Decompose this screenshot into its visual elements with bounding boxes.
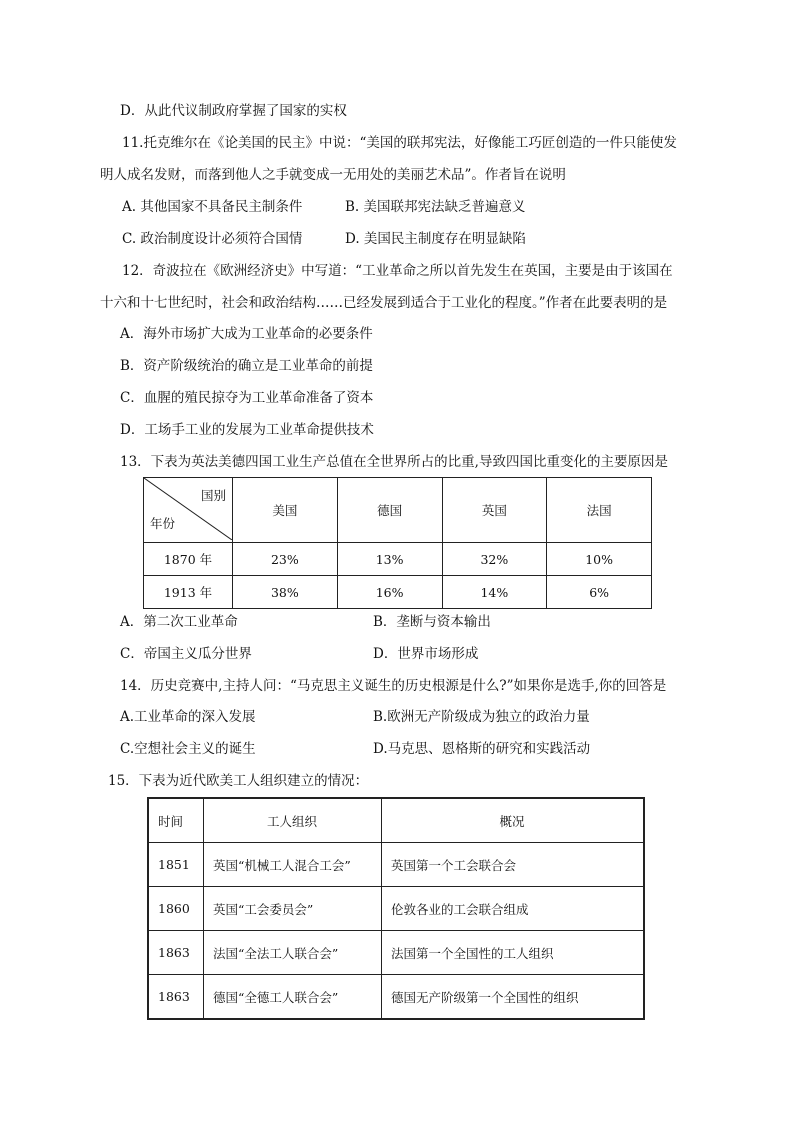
q11-stem-line1: 11.托克维尔在《论美国的民主》中说：“美国的联邦宪法，好像能工巧匠创造的一件只能使发 <box>122 135 677 151</box>
time-cell: 1851 <box>148 843 204 887</box>
overview-cell: 法国第一个全国性的工人组织 <box>382 931 645 975</box>
column-header: 工人组织 <box>204 798 382 843</box>
q14-option-a: A.工业革命的深入发展 <box>120 709 256 725</box>
value-cell: 13% <box>337 543 442 576</box>
value-cell: 10% <box>547 543 652 576</box>
q11-option-a: A. 其他国家不具备民主制条件 <box>122 199 303 215</box>
q14-option-b: B.欧洲无产阶级成为独立的政治力量 <box>373 709 590 725</box>
time-cell: 1863 <box>148 931 204 975</box>
header-year-label: 年份 <box>150 516 176 531</box>
column-header: 英国 <box>442 478 547 543</box>
value-cell: 16% <box>337 576 442 609</box>
organization-cell: 英国“工会委员会” <box>204 887 382 931</box>
overview-cell: 德国无产阶级第一个全国性的组织 <box>382 975 645 1020</box>
table-row <box>148 843 644 887</box>
q11-option-c: C. 政治制度设计必须符合国情 <box>122 231 303 247</box>
q13-stem: 13．下表为英法美德四国工业生产总值在全世界所占的比重,导致四国比重变化的主要原因是 <box>120 454 668 470</box>
value-cell: 32% <box>442 543 547 576</box>
overview-cell: 伦敦各业的工会联合组成 <box>382 887 645 931</box>
year-cell: 1913 年 <box>144 576 233 609</box>
q13-option-c: C．帝国主义瓜分世界 <box>120 646 252 662</box>
q13-table <box>143 477 652 609</box>
year-cell: 1870 年 <box>144 543 233 576</box>
table-header-row <box>148 798 644 843</box>
organization-cell: 英国“机械工人混合工会” <box>204 843 382 887</box>
table-row <box>148 931 644 975</box>
q15-table <box>147 797 645 1020</box>
q13-option-d: D．世界市场形成 <box>373 646 479 662</box>
table-row <box>144 543 652 576</box>
table-row <box>148 887 644 931</box>
table-row <box>144 576 652 609</box>
q13-option-a: A．第二次工业革命 <box>120 614 238 630</box>
q12-option-a: A．海外市场扩大成为工业革命的必要条件 <box>120 326 373 342</box>
q12-stem-line1: 12．奇波拉在《欧洲经济史》中写道：“工业革命之所以首先发生在英国，主要是由于该国在 <box>122 263 673 279</box>
q14-option-c: C.空想社会主义的诞生 <box>120 741 256 757</box>
value-cell: 14% <box>442 576 547 609</box>
q10-option-d: D．从此代议制政府掌握了国家的实权 <box>120 103 347 119</box>
diagonal-header-cell <box>144 478 233 543</box>
organization-cell: 法国“全法工人联合会” <box>204 931 382 975</box>
column-header: 美国 <box>233 478 338 543</box>
table-header-row <box>144 478 652 543</box>
time-cell: 1860 <box>148 887 204 931</box>
q14-stem: 14．历史竞赛中,主持人问：“马克思主义诞生的历史根源是什么?”如果你是选手,你的回答是 <box>120 678 667 694</box>
q12-stem-line2: 十六和十七世纪时，社会和政治结构……已经发展到适合于工业化的程度。”作者在此要表明的是 <box>100 295 668 311</box>
column-header: 时间 <box>148 798 204 843</box>
q12-option-c: C．血腥的殖民掠夺为工业革命准备了资本 <box>120 390 374 406</box>
q11-option-d: D. 美国民主制度存在明显缺陷 <box>345 231 526 247</box>
q12-option-b: B．资产阶级统治的确立是工业革命的前提 <box>120 358 373 374</box>
header-country-label: 国别 <box>200 488 226 503</box>
column-header: 概况 <box>382 798 645 843</box>
organization-cell: 德国“全德工人联合会” <box>204 975 382 1020</box>
time-cell: 1863 <box>148 975 204 1020</box>
q13-option-b: B．垄断与资本输出 <box>373 614 491 630</box>
value-cell: 23% <box>233 543 338 576</box>
column-header: 法国 <box>547 478 652 543</box>
q14-option-d: D.马克思、恩格斯的研究和实践活动 <box>373 741 591 757</box>
q12-option-d: D．工场手工业的发展为工业革命提供技术 <box>120 422 374 438</box>
column-header: 德国 <box>337 478 442 543</box>
overview-cell: 英国第一个工会联合会 <box>382 843 645 887</box>
table-row <box>148 975 644 1020</box>
q15-stem: 15．下表为近代欧美工人组织建立的情况： <box>108 773 369 789</box>
q11-option-b: B. 美国联邦宪法缺乏普遍意义 <box>345 199 526 215</box>
q11-stem-line2: 明人成名发财，而落到他人之手就变成一无用处的美丽艺术品”。作者旨在说明 <box>100 167 566 183</box>
value-cell: 38% <box>233 576 338 609</box>
value-cell: 6% <box>547 576 652 609</box>
